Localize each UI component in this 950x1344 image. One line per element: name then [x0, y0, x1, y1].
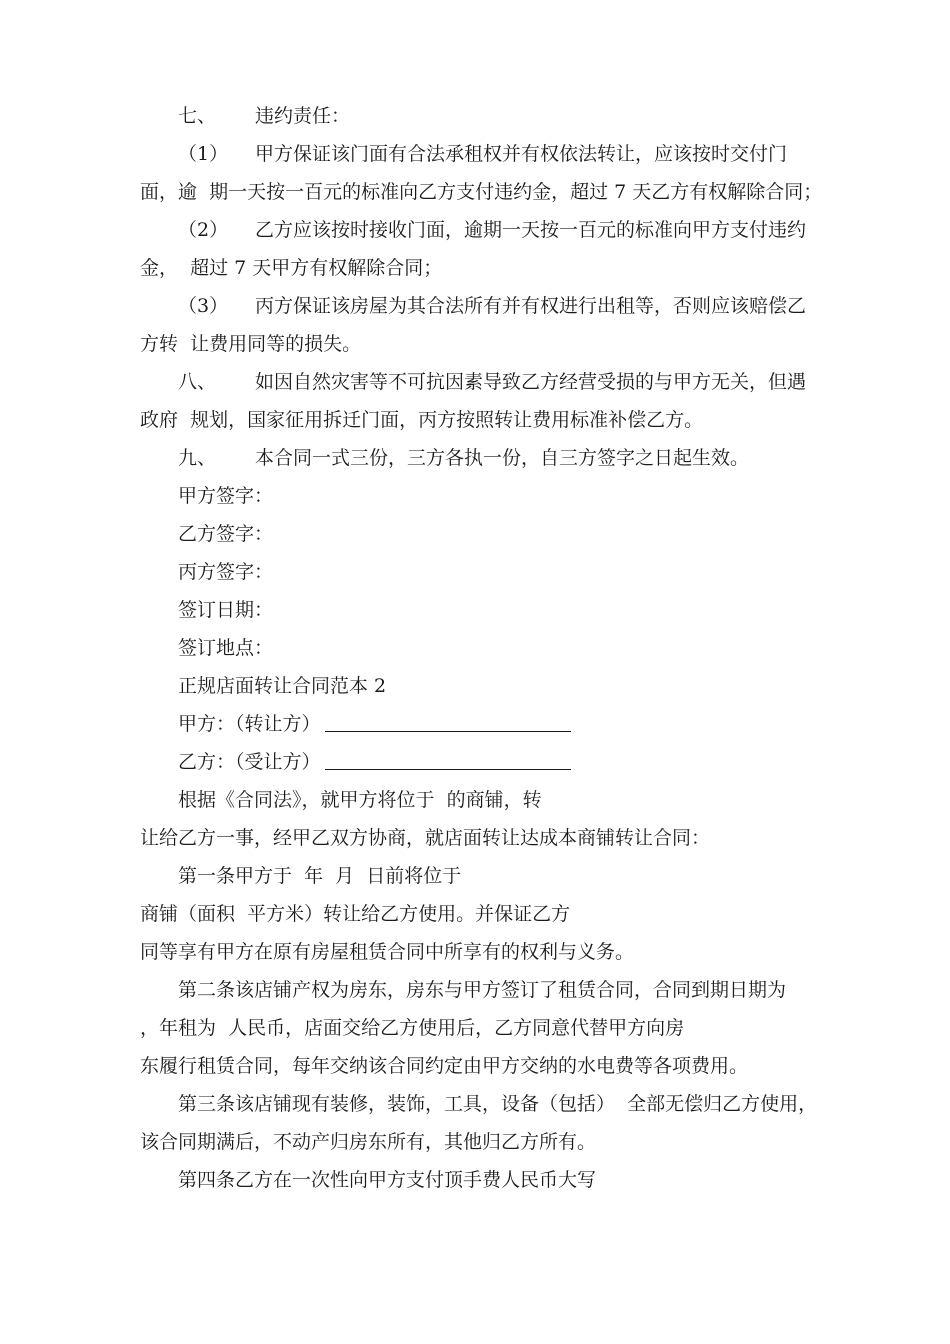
article-3-line-2: 该合同期满后，不动产归房东所有，其他归乙方所有。 [140, 1131, 597, 1153]
section-8-line-1: 如因自然灾害等不可抗因素导致乙方经营受损的与甲方无关，但遇 [255, 371, 807, 393]
intro-line-1: 根据《合同法》，就甲方将位于 的商铺，转 [178, 789, 542, 811]
item-3-number: （3） [178, 295, 229, 317]
template-2-party-b [178, 750, 571, 774]
signing-date: 签订日期： [178, 599, 274, 621]
article-4-line-1: 第四条乙方在一次性向甲方支付顶手费人民币大写 [178, 1169, 597, 1191]
item-1-number: （1） [178, 143, 229, 165]
item-1-line-2: 面，逾 期一天按一百元的标准向乙方支付违约金，超过 7 天乙方有权解除合同； [140, 181, 823, 203]
item-3-line-2: 方转 让费用同等的损失。 [140, 333, 362, 355]
signing-place: 签订地点： [178, 637, 274, 659]
article-1-line-2: 商铺（面积 平方米）转让给乙方使用。并保证乙方 [140, 903, 571, 925]
item-1-line-1: 甲方保证该门面有合法承租权并有权依法转让，应该按时交付门 [255, 143, 788, 165]
template-2-party-a [178, 712, 571, 736]
signature-party-c: 丙方签字： [178, 561, 274, 583]
article-2-line-1: 第二条该店铺产权为房东，房东与甲方签订了租赁合同，合同到期日期为 [178, 979, 787, 1001]
party-a-blank-line [325, 713, 571, 732]
signature-party-a: 甲方签字： [178, 485, 274, 507]
item-2-line-1: 乙方应该按时接收门面，逾期一天按一百元的标准向甲方支付违约 [255, 219, 807, 241]
section-9-number: 九、 [178, 447, 217, 469]
article-3-line-1: 第三条该店铺现有装修，装饰，工具，设备（包括） 全部无偿归乙方使用， [178, 1093, 818, 1115]
template-2-title: 正规店面转让合同范本 2 [178, 675, 387, 697]
signature-party-b: 乙方签字： [178, 523, 274, 545]
article-1-line-1: 第一条甲方于 年 月 日前将位于 [178, 865, 462, 887]
item-3-line-1: 丙方保证该房屋为其合法所有并有权进行出租等，否则应该赔偿乙 [255, 295, 807, 317]
section-8-line-2: 政府 规划，国家征用拆迁门面，丙方按照转让费用标准补偿乙方。 [140, 409, 704, 431]
section-9-text: 本合同一式三份，三方各执一份，自三方签字之日起生效。 [255, 447, 750, 469]
section-8-number: 八、 [178, 371, 217, 393]
section-7-number: 七、 [178, 105, 217, 127]
item-2-number: （2） [178, 219, 229, 241]
party-a-label: 甲方：（转让方） [178, 713, 321, 735]
section-7-title: 违约责任： [255, 105, 351, 127]
intro-line-2: 让给乙方一事，经甲乙双方协商，就店面转让达成本商铺转让合同： [140, 827, 711, 849]
article-2-line-3: 东履行租赁合同，每年交纳该合同约定由甲方交纳的水电费等各项费用。 [140, 1055, 749, 1077]
party-b-label: 乙方：（受让方） [178, 751, 321, 773]
article-1-line-3: 同等享有甲方在原有房屋租赁合同中所享有的权利与义务。 [140, 941, 635, 963]
item-2-line-2: 金， 超过 7 天甲方有权解除合同； [140, 257, 443, 279]
article-2-line-2: ，年租为 人民币，店面交给乙方使用后，乙方同意代替甲方向房 [140, 1017, 685, 1039]
party-b-blank-line [325, 751, 571, 770]
